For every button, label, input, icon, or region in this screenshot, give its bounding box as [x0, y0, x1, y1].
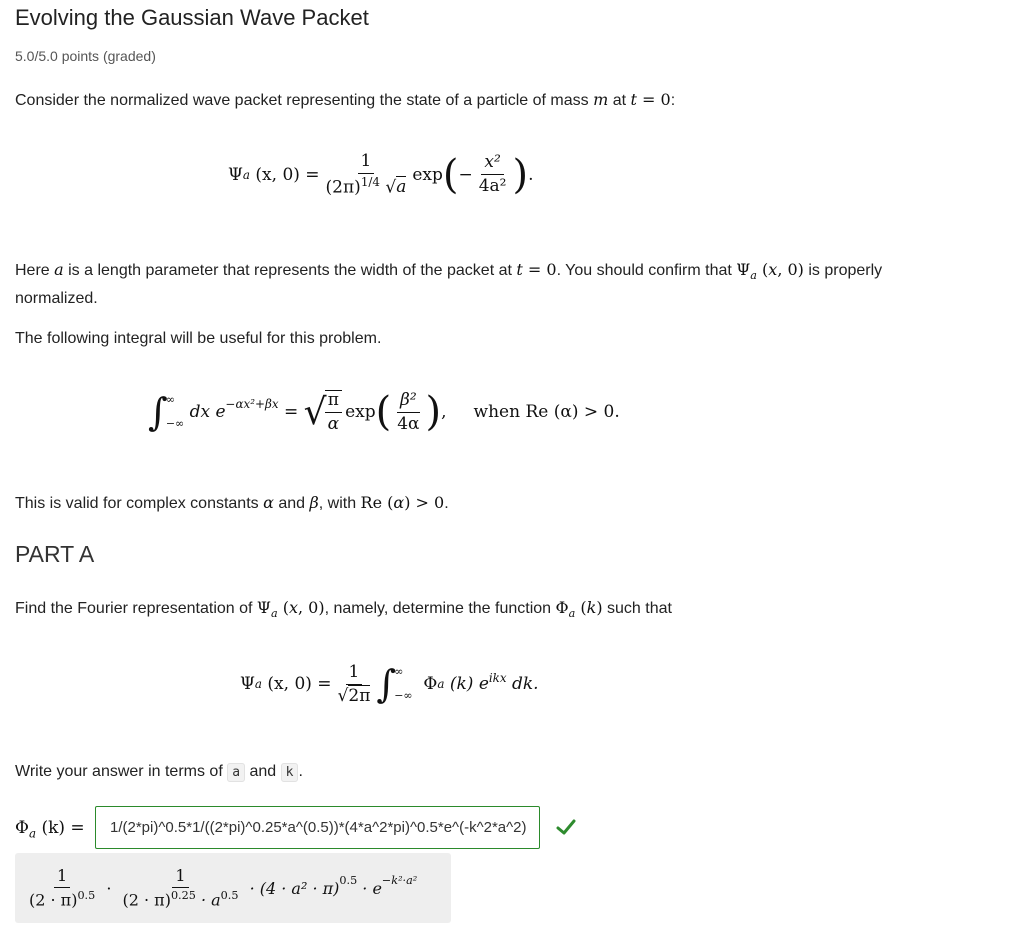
t-zero-2: t = 0	[516, 260, 557, 279]
prefactor-den-value: 2π	[348, 685, 371, 706]
score-label: 5.0/5.0 points (graded)	[15, 48, 156, 64]
exp-label-2: exp	[345, 402, 376, 422]
re-alpha: Re (α) > 0	[360, 493, 445, 512]
psi-symbol: Ψ	[228, 164, 243, 185]
find-text-3: such that	[602, 600, 672, 617]
find-paragraph	[15, 596, 672, 625]
den-power: 1/4	[360, 174, 380, 189]
mass-symbol: m	[593, 90, 609, 109]
a-symbol: a	[54, 260, 64, 279]
code-k: k	[281, 763, 299, 782]
fourier-prefactor	[335, 663, 374, 705]
lower-limit: −∞	[165, 417, 185, 430]
valid-text-4: .	[444, 495, 449, 512]
beta-numerator: β²	[397, 391, 420, 413]
alpha-symbol: α	[263, 493, 274, 512]
intro-paragraph	[15, 88, 675, 112]
integrand: dx e	[189, 402, 226, 422]
preview-f1-den: (2 · π)	[29, 890, 78, 910]
answer-phi: Φ	[15, 818, 29, 838]
integral-sign: ∫ ∞ −∞	[148, 390, 185, 434]
intro-text: Consider the normalized wave packet representing the state of a particle of mass	[15, 92, 594, 109]
dk-label: dk.	[512, 674, 539, 694]
answer-input[interactable]: 1/(2*pi)^0.5*1/((2*pi)^0.25*a^(0.5))*(4*a^2*pi)^0.5*e^(-k^2*a^2)	[95, 806, 540, 849]
integral-paragraph: The following integral will be useful for this problem.	[15, 330, 382, 347]
answer-preview	[15, 853, 451, 923]
psi-args-3: (x, 0) =	[267, 674, 332, 694]
left-paren-2: (	[375, 389, 392, 435]
checkmark-icon	[556, 817, 576, 837]
right-paren-2: )	[425, 389, 442, 435]
psi-inline: $\Psi_a$ (x, 0)	[736, 260, 804, 283]
t-zero: t = 0	[630, 90, 671, 109]
here-text-3: . You should confirm that	[556, 262, 737, 279]
find-text-2: , namely, determine the function	[324, 600, 556, 617]
integral-condition: when Re (α) > 0.	[473, 402, 620, 422]
preview-f1-num: 1	[54, 867, 70, 888]
valid-text-2: and	[273, 495, 310, 512]
preview-expression: $\frac{1}{(2 \cdot \pi)^{0.5}}$ · $\frac{1}{(2 \cdot \pi)^{0.25} \cdot a^{0.5}}$ · (4 · a² · π) $^{0.5}$ · e $^{-k^2\cdot a^2}$	[23, 857, 417, 919]
fourier-equation	[240, 660, 539, 708]
den-2pi: (2π)	[325, 177, 361, 198]
gauss-numerator: x²	[481, 153, 503, 175]
beta-symbol: β	[309, 493, 319, 512]
den-a: a	[396, 177, 407, 198]
prefactor-denominator: √2π	[337, 685, 371, 706]
problem-title: Evolving the Gaussian Wave Packet	[15, 5, 369, 30]
preview-f2-pow: 0.25	[170, 888, 196, 902]
sqrt-sign: √	[303, 391, 327, 433]
valid-paragraph	[15, 491, 449, 515]
sqrt-denominator: α	[327, 414, 340, 434]
here-text-4: is properly	[803, 262, 883, 279]
phi-exponent: ikx	[488, 671, 507, 685]
intro-mid: at	[608, 92, 631, 109]
lower-limit-2: −∞	[394, 689, 413, 702]
answer-label	[15, 818, 85, 840]
upper-limit-2: ∞	[394, 665, 404, 678]
answer-args: (k) =	[41, 818, 85, 838]
write-text-1: Write your answer in terms of	[15, 763, 228, 780]
preview-fraction-1	[26, 867, 98, 909]
here-text-1: Here	[15, 262, 55, 279]
preview-rest-pow: 0.5	[339, 873, 358, 887]
psi-subscript-3: a	[254, 677, 263, 691]
preview-f2-den: (2 · π)	[122, 890, 171, 910]
sqrt-fraction	[325, 390, 342, 433]
write-paragraph	[15, 760, 303, 784]
upper-limit: ∞	[165, 393, 175, 406]
valid-text-1: This is valid for complex constants	[15, 495, 264, 512]
exp-label: exp	[412, 164, 443, 185]
preview-rest: · (4 · a² · π)	[249, 878, 340, 898]
gaussian-integral-equation: ∫ ∞ −∞ dx e $^{-\alpha x^2+\beta x}$ = √ $\frac{\pi}{\alpha}$ exp ( $\frac{\text{β²}}{4\alpha}$ ) , when Re (α) > 0.	[148, 389, 620, 435]
prefactor-numerator: 1	[346, 663, 363, 685]
preview-tail: · e	[362, 878, 382, 898]
psi-subscript: a	[242, 167, 251, 182]
psi-args: (x, 0) =	[255, 164, 320, 185]
preview-f2-apow: 0.5	[220, 888, 239, 902]
preview-f1-pow: 0.5	[77, 888, 96, 902]
find-text-1: Find the Fourier representation of	[15, 600, 257, 617]
code-a: a	[227, 763, 245, 782]
preview-f2-a: · a	[200, 890, 221, 910]
right-paren: )	[512, 151, 529, 198]
preview-f2-num: 1	[172, 867, 188, 888]
integrand-exponent: −αx²+βx	[225, 397, 279, 411]
preview-tail-pow: −k²·a²	[381, 873, 418, 887]
norm-numerator: 1	[358, 152, 375, 174]
phi-subscript: a	[437, 677, 445, 691]
phi-symbol: Φ	[423, 674, 438, 694]
normalization-fraction	[323, 152, 410, 197]
gauss-fraction	[476, 153, 510, 195]
psi-symbol-3: Ψ	[240, 674, 255, 694]
part-a-heading: PART A	[15, 541, 95, 567]
write-text-3: .	[298, 763, 303, 780]
here-text-5: normalized.	[15, 290, 98, 308]
integral-sign-2: ∫ ∞ −∞	[376, 662, 413, 706]
phi-inline: $\Phi_a$ (k)	[555, 598, 603, 621]
preview-fraction-2	[120, 867, 242, 909]
beta-denominator: 4α	[397, 413, 420, 434]
answer-phi-sub: a	[28, 826, 37, 841]
sqrt-numerator: π	[325, 391, 342, 413]
here-text-2: is a length parameter that represents the width of the packet at	[63, 262, 517, 279]
phi-args: (k) e	[449, 674, 489, 694]
left-paren: (	[442, 151, 459, 198]
valid-text-3: , with	[318, 495, 361, 512]
norm-denominator: $(2\pi)^{1/4}$ √a	[325, 174, 407, 198]
psi-inline-2: $\Psi_a$ (x, 0)	[256, 598, 325, 621]
beta-fraction	[394, 391, 422, 433]
wave-packet-equation: Ψ a (x, 0) = $\frac{1}{(2\pi)^{1/4} √a}$ exp ( − $\frac{\text{x²}}{\text{4a²}}$ ) .	[228, 151, 534, 198]
intro-end: :	[670, 92, 676, 109]
write-text-2: and	[245, 763, 281, 780]
gauss-denominator: 4a²	[478, 176, 507, 197]
here-paragraph	[15, 258, 882, 310]
